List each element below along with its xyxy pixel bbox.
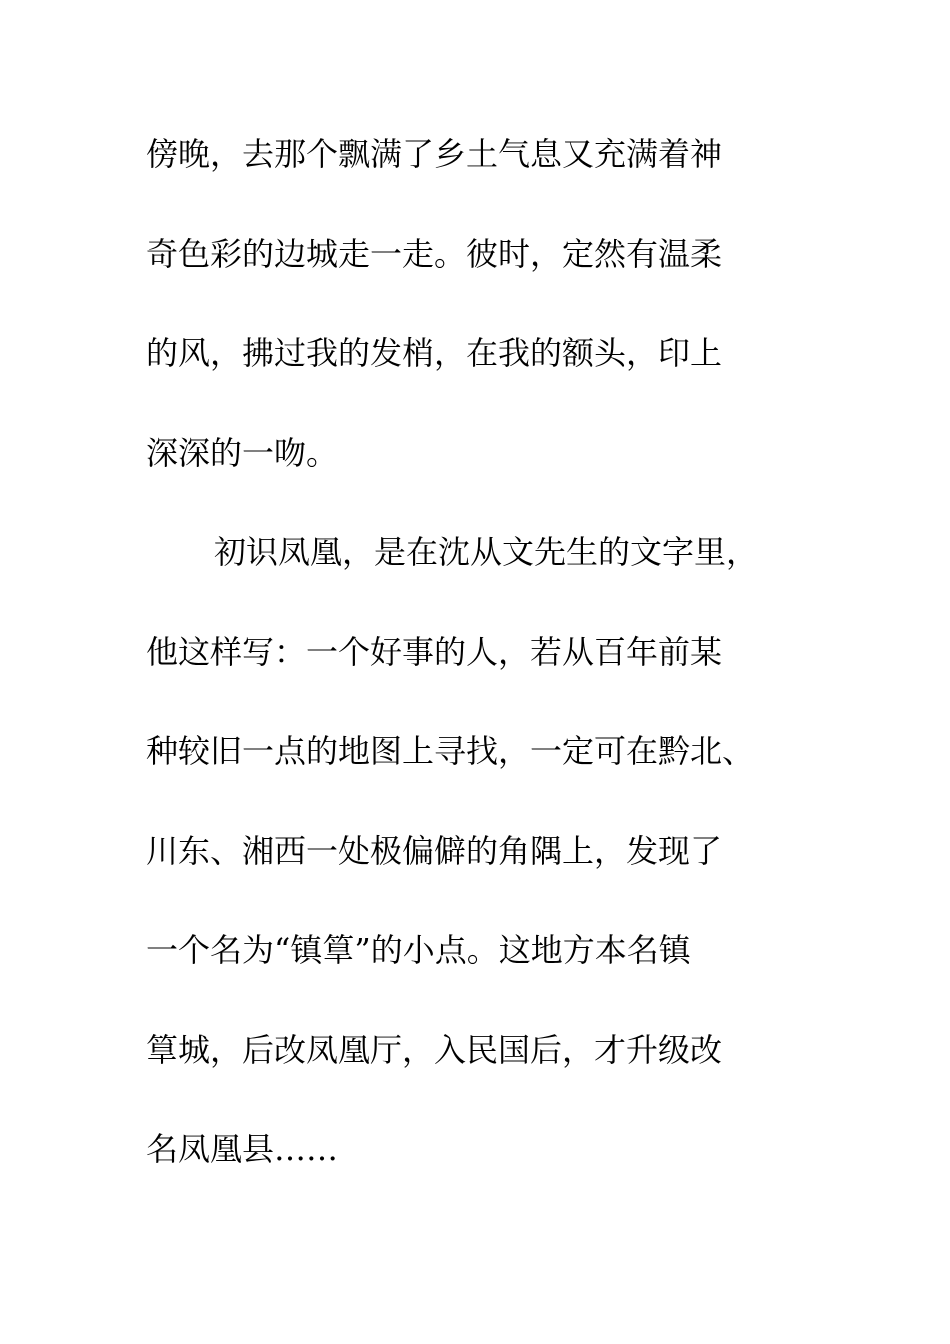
text-line-3: 的风，拂过我的发梢，在我的额头，印上 <box>146 334 723 372</box>
text-line-5: 初识凤凰，是在沈从文先生的文字里， <box>214 533 759 571</box>
text-line-6: 他这样写：一个好事的人，若从百年前某 <box>146 632 723 671</box>
text-line-8: 川东、湘西一处极偏僻的角隅上，发现了 <box>146 831 723 870</box>
text-line-7: 种较旧一点的地图上寻找，一定可在黔北、 <box>146 732 755 770</box>
text-line-11: 名凤凰县…… <box>146 1130 339 1168</box>
text-line-2: 奇色彩的边城走一走。彼时，定然有温柔 <box>146 234 723 273</box>
text-line-9: 一个名为“镇筸”的小点。这地方本名镇 <box>146 931 691 969</box>
text-line-1: 傍晚，去那个飘满了乡土气息又充满着神 <box>146 135 723 173</box>
text-line-4: 深深的一吻。 <box>146 433 339 472</box>
body-text <box>146 125 826 1220</box>
text-line-10: 筸城，后改凤凰厅，入民国后，才升级改 <box>146 1030 723 1069</box>
